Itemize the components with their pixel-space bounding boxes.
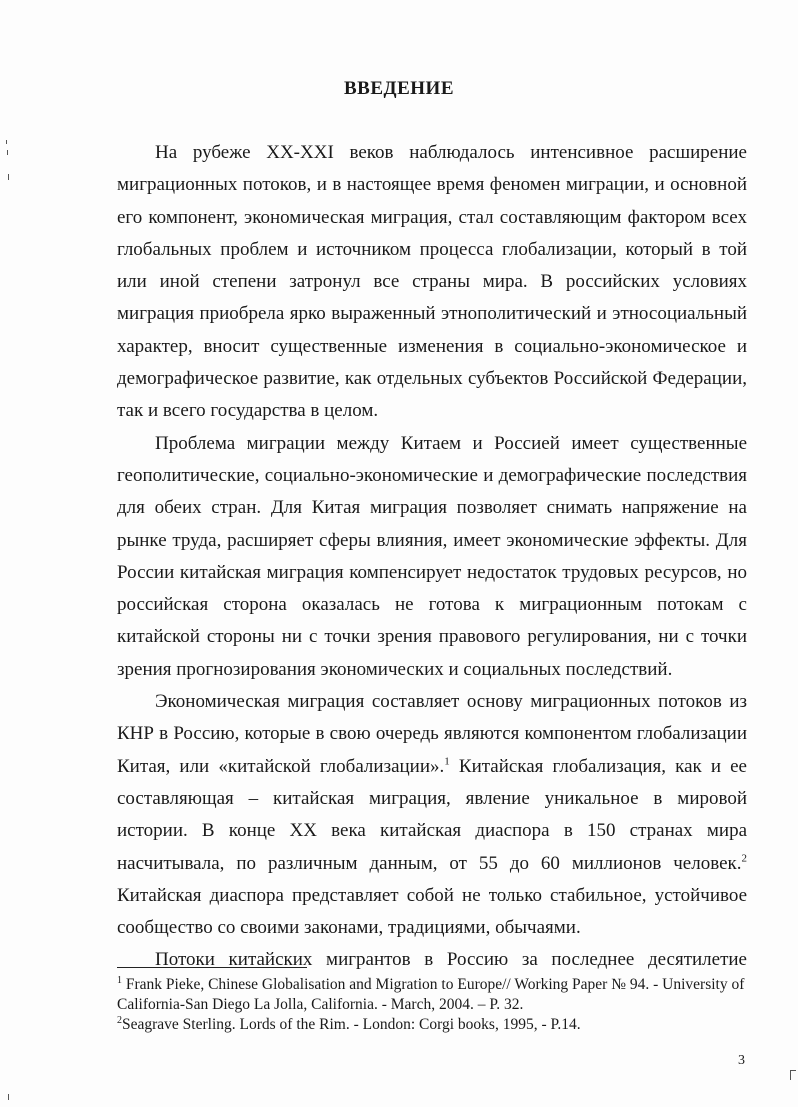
page-number: 3	[738, 1053, 745, 1068]
paragraph-1: На рубеже XX-XXI веков наблюдалось интенсивное расширение миграционных потоков, и в настоящее время феномен миграции, и основной его компонент, экономическая миграция, стал составляющим фактором всех глобальных проблем и источником процесса глобализации, который в той или иной степени затронул все страны мира. В российских условиях миграция приобрела ярко выраженный этнополитический и этносоциальный характер, вносит существенные изменения в социально-экономическое и демографическое развитие, как отдельных субъектов Российской Федерации, так и всего государства в целом.	[117, 142, 747, 422]
footnote-2-mark: 2	[117, 1014, 122, 1026]
scan-mark-bottom-left	[8, 1094, 9, 1100]
footnote-1	[117, 975, 747, 1015]
paragraph-3	[117, 686, 747, 944]
scan-mark-corner-vertical	[790, 1070, 791, 1080]
paragraph-4: Потоки китайских мигрантов в Россию за последнее десятилетие	[155, 949, 747, 971]
paragraph-3-part-a: Экономическая миграция составляет основу миграционных потоков из КНР в Россию, которые в свою очередь являются компонентом глобализации Китая, или «китайской глобализации».	[117, 691, 747, 777]
main-text	[117, 137, 747, 977]
scan-mark-corner-horizontal	[790, 1070, 796, 1071]
page-title: ВВЕДЕНИЕ	[344, 78, 454, 99]
paragraph-2: Проблема миграции между Китаем и Россией имеет существенные геополитические, социально-экономические и демографические последствия для обеих стран. Для Китая миграция позволяет снимать напряжение на рынке труда, расширяет сферы влияния, имеет экономические эффекты. Для России китайская миграция компенсирует недостаток трудовых ресурсов, но российская сторона оказалась не готова к миграционным потокам с китайской стороны ни с точки зрения правового регулирования, ни с точки зрения прогнозирования экономических и социальных последствий.	[117, 432, 747, 680]
footnote-2	[117, 1015, 747, 1035]
footnote-1-text: Frank Pieke, Chinese Globalisation and Migration to Europe// Working Paper № 94. - University of California-San Diego La Jolla, California. - March, 2004. – P. 32.	[117, 976, 745, 1013]
scan-mark-top	[6, 140, 7, 144]
scan-mark-middle	[7, 150, 8, 155]
paragraph-3-part-b: Китайская глобализация, как и ее составляющая – китайская миграция, явление уникальное в мировой истории. В конце XX века китайская диаспора в 150 странах мира насчитывала, по различным данным, от 55 до 60 миллионов человек.	[117, 755, 747, 874]
footnote-divider	[117, 967, 307, 968]
footnote-ref-2[interactable]: 2	[741, 852, 747, 865]
footnote-2-text: Seagrave Sterling. Lords of the Rim. - London: Corgi books, 1995, - P.14.	[122, 1016, 581, 1033]
scan-mark-lower	[8, 174, 9, 180]
footnote-1-mark: 1	[117, 974, 122, 986]
paragraph-3-part-c: Китайская диаспора представляет собой не только стабильное, устойчивое сообщество со своими законами, традициями, обычаями.	[117, 884, 747, 939]
footnote-ref-1[interactable]: 1	[444, 755, 450, 768]
footnotes	[117, 975, 747, 1035]
